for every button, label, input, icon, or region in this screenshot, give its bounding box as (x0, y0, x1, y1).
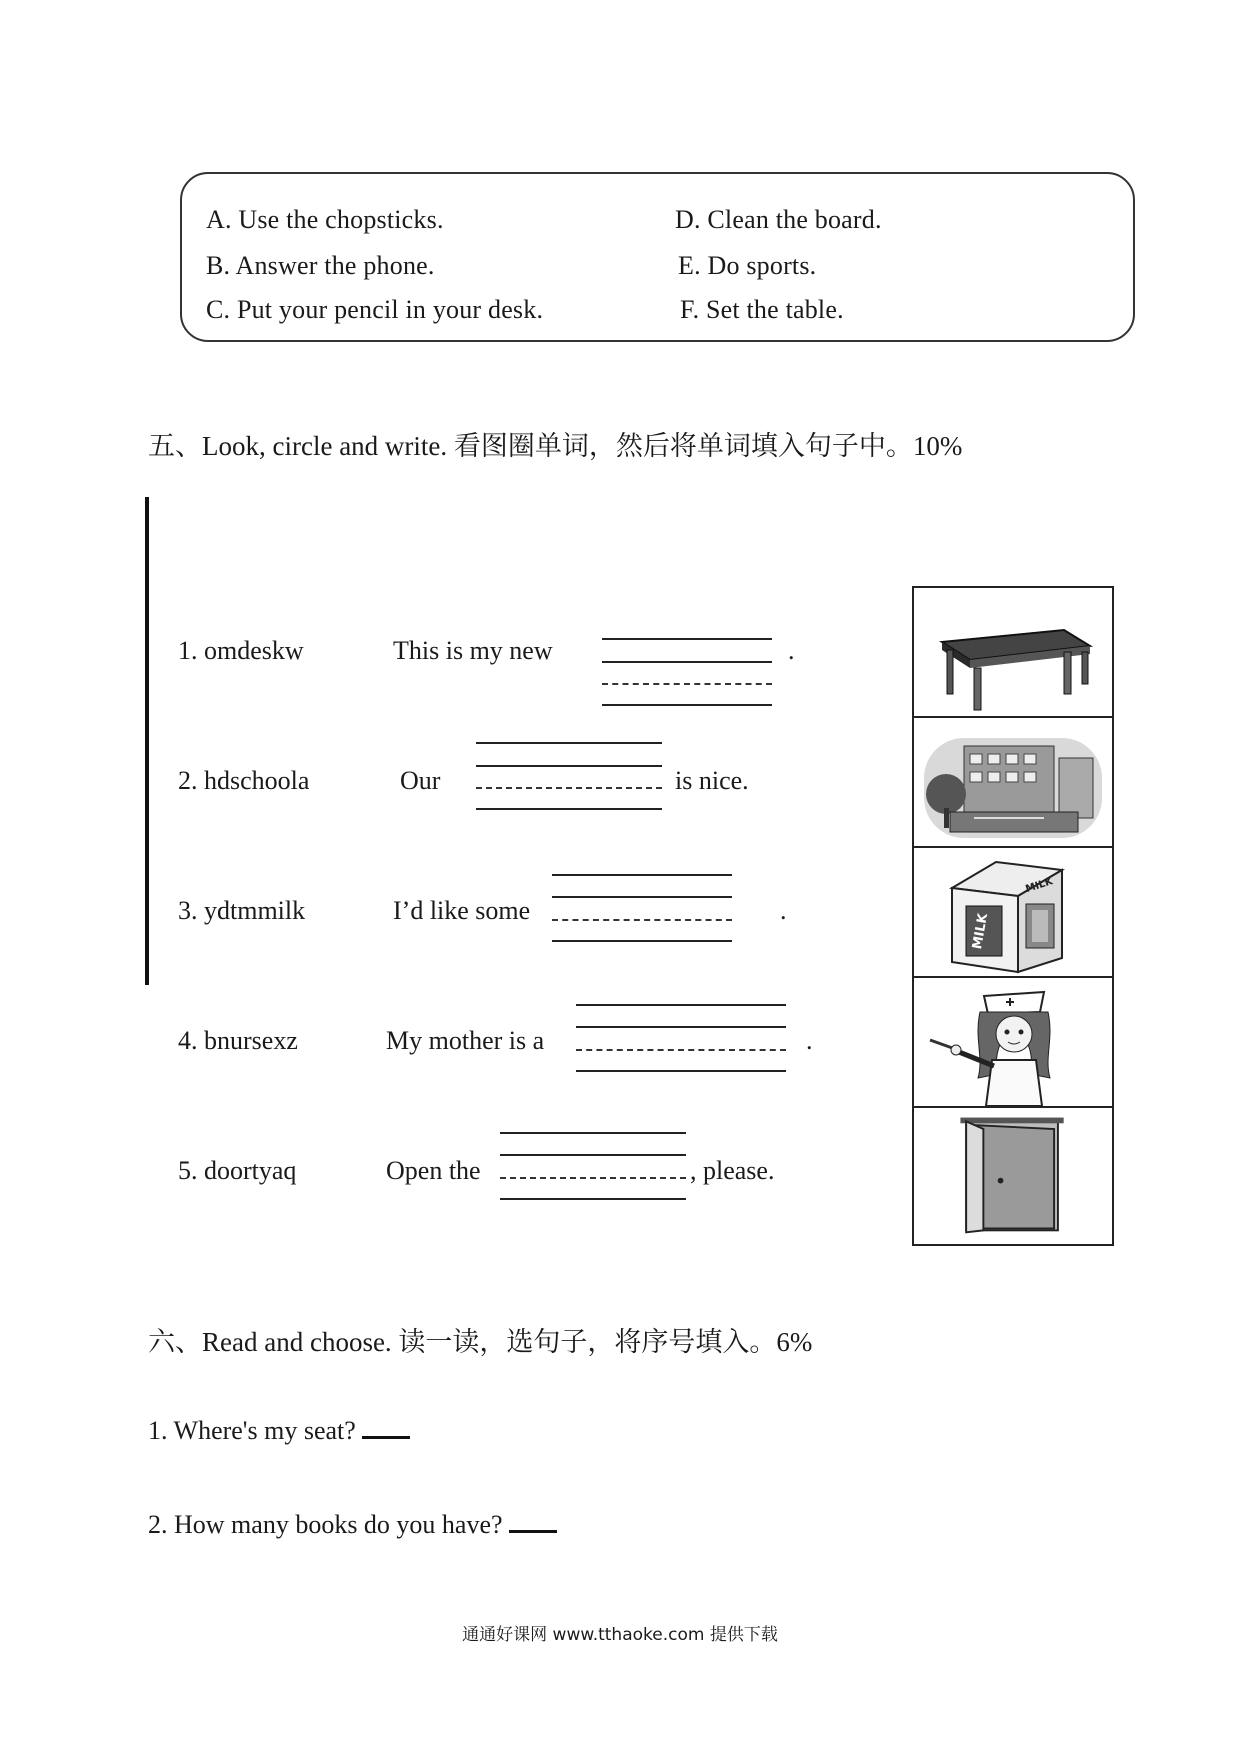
scrambled-word-2: 2. hdschoola (178, 766, 310, 795)
sentence-1-before: This is my new (393, 636, 553, 665)
question-2-text: 2. How many books do you have? (148, 1510, 503, 1539)
nurse-picture (914, 978, 1112, 1108)
writing-lines-5[interactable] (500, 1132, 686, 1202)
desk-picture (914, 588, 1112, 718)
option-e: E. Do sports. (678, 251, 817, 280)
margin-rule (145, 497, 149, 985)
scrambled-word-3: 3. ydtmmilk (178, 896, 306, 925)
scrambled-word-5: 5. doortyaq (178, 1156, 297, 1185)
sentence-2-after: is nice. (675, 766, 749, 795)
writing-lines-2[interactable] (476, 742, 662, 812)
question-2 (148, 1508, 557, 1540)
section5-heading: 五、Look, circle and write. 看图圈单词，然后将单词填入句子中。10% (148, 431, 963, 461)
sentence-2-before: Our (400, 766, 441, 795)
footer-text: 通通好课网 www.tthaoke.com 提供下载 (462, 1625, 778, 1645)
sentence-5-before: Open the (386, 1156, 481, 1185)
question-1 (148, 1414, 410, 1446)
svg-text:MILK: MILK (970, 912, 992, 951)
sentence-5-after: , please. (690, 1156, 775, 1185)
option-b: B. Answer the phone. (206, 251, 435, 280)
section6-heading: 六、Read and choose. 读一读，选句子，将序号填入。6% (148, 1327, 813, 1357)
scrambled-word-4: 4. bnursexz (178, 1026, 298, 1055)
scrambled-word-1: 1. omdeskw (178, 636, 304, 665)
writing-lines-4[interactable] (576, 1004, 786, 1074)
answer-blank-2[interactable] (509, 1508, 557, 1533)
answer-blank-1[interactable] (362, 1414, 410, 1439)
sentence-1-after: . (788, 636, 795, 665)
question-1-text: 1. Where's my seat? (148, 1416, 356, 1445)
sentence-4-after: . (806, 1026, 813, 1055)
sentence-3-before: I’d like some (393, 896, 531, 925)
door-picture (914, 1108, 1112, 1244)
sentence-4-before: My mother is a (386, 1026, 545, 1055)
milk-carton-picture (914, 848, 1112, 978)
sentence-3-after: . (780, 896, 787, 925)
picture-column (912, 586, 1114, 1246)
writing-lines-1[interactable] (602, 638, 772, 708)
school-picture (914, 718, 1112, 848)
svg-text:MILK: MILK (1024, 876, 1055, 896)
writing-lines-3[interactable] (552, 874, 732, 944)
option-a: A. Use the chopsticks. (206, 205, 444, 234)
option-f: F. Set the table. (680, 295, 844, 324)
option-c: C. Put your pencil in your desk. (206, 295, 544, 324)
option-d: D. Clean the board. (675, 205, 882, 234)
